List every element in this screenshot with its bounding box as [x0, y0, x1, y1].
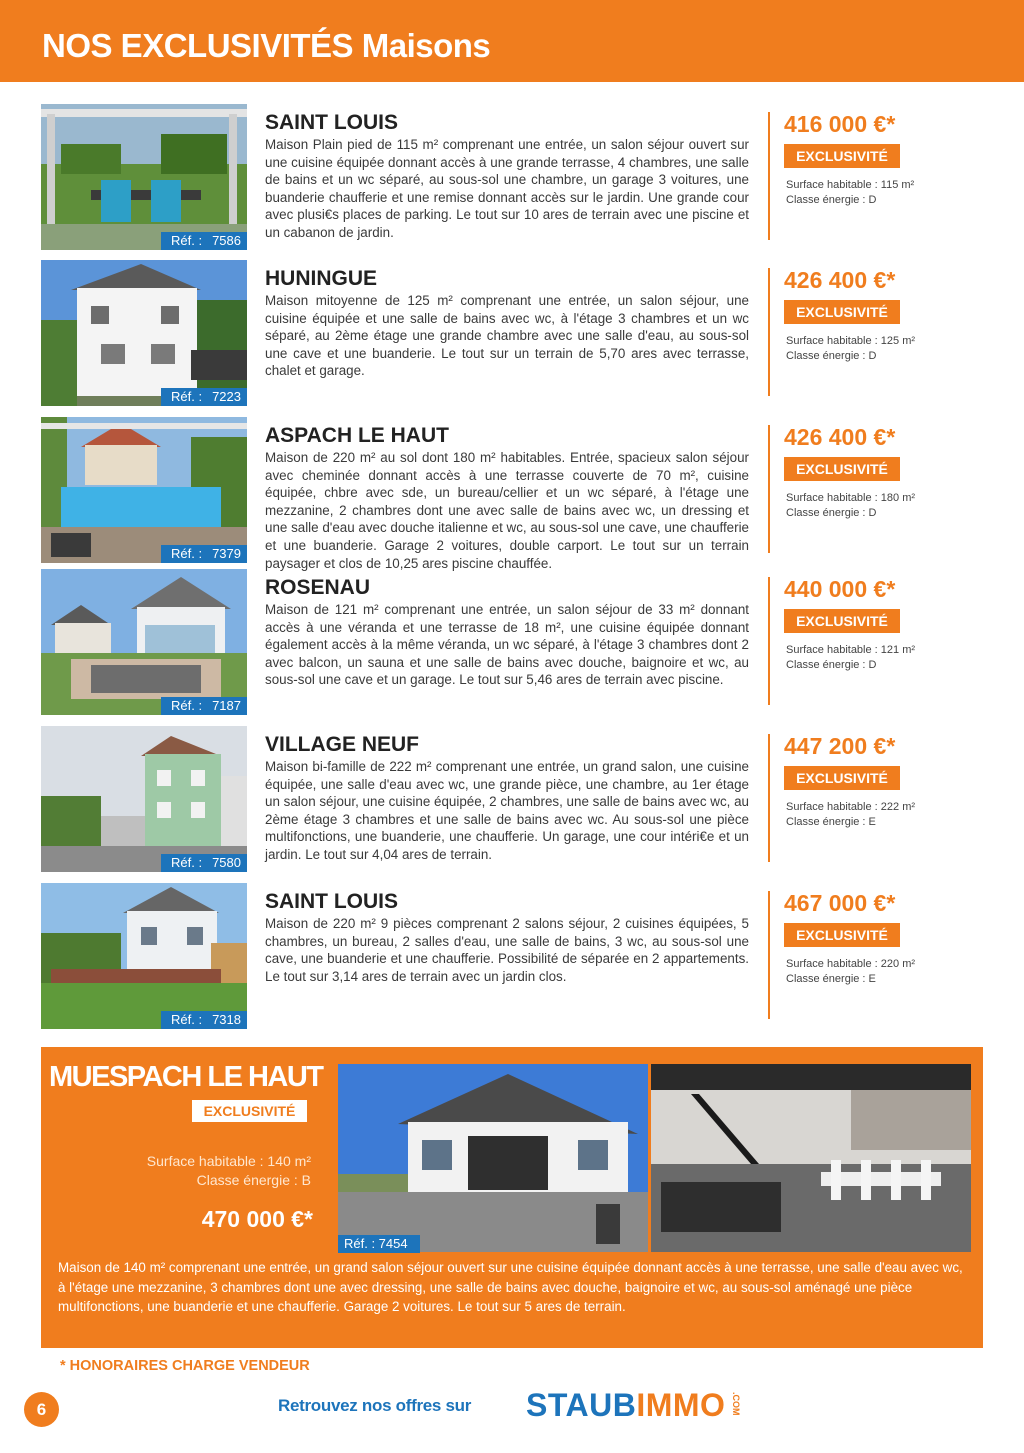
featured-listing [41, 1047, 983, 1348]
listing-item [0, 260, 1024, 408]
reference-number: 7586 [212, 233, 241, 248]
exclusivity-badge: EXCLUSIVITÉ [784, 923, 900, 947]
listing-description: Maison Plain pied de 115 m² comprenant une entrée, un salon séjour ouvert sur une cuisine équipée donnant accès à une grande terrasse, 4 chambres, une salle de bains et un wc séparé, au sous-sol une chambre, un garage 3 voitures, une buanderie chaufferie et une remise donnant accès sur le jardin. Une grande cour avec plusi€s places de parking. Le tout sur 10 ares de terrain avec une piscine et un cabanon de jardin. [265, 137, 749, 240]
listing-price: 426 400 €* [784, 267, 896, 293]
listing-photo[interactable] [41, 417, 247, 563]
reference-number: 7580 [212, 855, 241, 870]
listing-price: 467 000 €* [784, 890, 896, 916]
listing-photo[interactable] [41, 104, 247, 250]
listing-description: Maison de 220 m² 9 pièces comprenant 2 salons séjour, 2 cuisines équipées, 5 chambres, un bureau, 2 salles d'eau, une salle de bains, 3 wc, au sous-sol une cave, une buanderie et une chaufferie. Possibilité de séparée en 2 appartements. Le tout sur 3,14 ares de terrain avec un jardin clos. [265, 916, 749, 984]
listing-specs [786, 491, 915, 521]
energy-class: Classe énergie : D [786, 659, 877, 671]
divider [768, 734, 770, 862]
reference-badge [161, 232, 247, 250]
reference-label: Réf. : [171, 233, 203, 248]
house-photo-icon [41, 569, 247, 715]
modern-house-photo-icon [338, 1064, 648, 1252]
listing-specs [786, 800, 915, 830]
featured-specs [147, 1152, 311, 1190]
reference-label: Réf. : [171, 1012, 203, 1027]
featured-photo-interior[interactable] [651, 1064, 971, 1252]
surface-area: Surface habitable : 115 m² [786, 179, 915, 191]
listing-specs [786, 178, 914, 208]
energy-class: Classe énergie : D [786, 507, 877, 519]
exclusivity-badge: EXCLUSIVITÉ [784, 609, 900, 633]
page-header [0, 0, 1024, 82]
energy-class: Classe énergie : E [786, 973, 876, 985]
listing-title: SAINT LOUIS [265, 890, 399, 913]
logo-part-immo: IMMO [636, 1387, 726, 1423]
exclusivity-badge: EXCLUSIVITÉ [784, 144, 900, 168]
listing-price: 426 400 €* [784, 424, 896, 450]
listing-item [0, 417, 1024, 571]
featured-energy-class: Classe énergie : B [196, 1172, 311, 1188]
reference-badge [161, 697, 247, 715]
logo-part-staub: STAUB [526, 1387, 637, 1423]
listing-item [0, 726, 1024, 874]
energy-class: Classe énergie : D [786, 194, 877, 206]
energy-class: Classe énergie : E [786, 816, 876, 828]
staubimmo-logo[interactable] [526, 1386, 725, 1424]
energy-class: Classe énergie : D [786, 350, 877, 362]
reference-label: Réf. : [171, 855, 203, 870]
house-photo-icon [41, 883, 247, 1029]
listing-description: Maison de 121 m² comprenant une entrée, un salon séjour de 33 m² donnant accès à une véranda et une terrasse de 18 m², une cuisine équipée donnant également accès à la même véranda, un wc séparé, à l'étage 3 chambres dont 2 avec balcon, un sauna et une salle de bains avec douche, baignoire et wc, au sous-sol une cave et un garage. Le tout sur 5,46 ares de terrain avec piscine. [265, 602, 749, 688]
reference-number: 7187 [212, 698, 241, 713]
listing-title: HUNINGUE [265, 267, 378, 290]
offers-text: Retrouvez nos offres sur [278, 1396, 472, 1415]
listing-specs [786, 334, 915, 364]
surface-area: Surface habitable : 121 m² [786, 644, 916, 656]
listing-photo[interactable] [41, 260, 247, 406]
reference-label: Réf. : [171, 389, 203, 404]
listing-photo[interactable] [41, 726, 247, 872]
page-title: NOS EXCLUSIVITÉS Maisons [42, 27, 491, 64]
listing-price: 447 200 €* [784, 733, 896, 759]
divider [768, 112, 770, 240]
exclusivity-badge: EXCLUSIVITÉ [784, 766, 900, 790]
surface-area: Surface habitable : 220 m² [786, 958, 916, 970]
living-room-photo-icon [651, 1064, 971, 1252]
reference-label: Réf. : [171, 698, 203, 713]
featured-title: MUESPACH LE HAUT [49, 1061, 323, 1093]
featured-exclusivity-badge: EXCLUSIVITÉ [192, 1100, 307, 1122]
divider [768, 577, 770, 705]
pool-photo-icon [41, 417, 247, 563]
exclusivity-badge: EXCLUSIVITÉ [784, 300, 900, 324]
listing-title: ASPACH LE HAUT [265, 424, 449, 447]
listing-photo[interactable] [41, 883, 247, 1029]
listing-description: Maison bi-famille de 222 m² comprenant une entrée, un grand salon, une cuisine équipée, une salle d'eau avec wc, une grande pièce, une chambre, au 1er étage un salon séjour, une cuisine équipée, 2 chambres, une salle de bains avec wc, au 2ème étage 3 chambres et une salle de bains avec wc. Au sous-sol une pièce multifonctions, une buanderie, une chaufferie. Un garage, une cour intéri€e et un jardin. Le tout sur 4,04 ares de terrain. [265, 759, 749, 862]
featured-description: Maison de 140 m² comprenant une entrée, un grand salon séjour ouvert sur une cuisine équipée donnant accès à une terrasse, une salle d'eau avec wc, à l'étage une mezzanine, 3 chambres dont une avec dressing, une salle de bains avec douche, baignoire et wc, au sous-sol aménagé une pièce multifonctions, une buanderie et une chaufferie. Garage 2 voitures. Le tout sur 5 ares de terrain. [58, 1260, 963, 1314]
surface-area: Surface habitable : 222 m² [786, 801, 916, 813]
surface-area: Surface habitable : 125 m² [786, 335, 916, 347]
listing-item [0, 104, 1024, 252]
featured-surface-area: Surface habitable : 140 m² [146, 1153, 311, 1169]
divider [768, 425, 770, 553]
listing-price: 416 000 €* [784, 111, 896, 137]
reference-badge [161, 854, 247, 872]
listing-title: SAINT LOUIS [265, 111, 399, 134]
exclusivity-badge: EXCLUSIVITÉ [784, 457, 900, 481]
listing-description: Maison mitoyenne de 125 m² comprenant une entrée, un salon séjour, une cuisine équipée et une salle de bains avec wc, à l'étage 3 chambres et un wc séparé, au 2ème étage une grande chambre avec une salle d'eau, au sous-sol une cave et une buanderie. Le tout sur un terrain de 5,70 ares avec terrasse, chalet et garage. [265, 293, 749, 379]
house-photo-icon [41, 726, 247, 872]
reference-label: Réf. : [171, 546, 203, 561]
listing-price: 440 000 €* [784, 576, 896, 602]
reference-badge [161, 388, 247, 406]
listing-specs [786, 957, 915, 987]
featured-photo-exterior[interactable] [338, 1064, 648, 1252]
page-number: 6 [24, 1392, 59, 1427]
fees-note: * HONORAIRES CHARGE VENDEUR [60, 1358, 310, 1374]
listing-title: ROSENAU [265, 576, 371, 599]
reference-badge [161, 1011, 247, 1029]
divider [768, 268, 770, 396]
reference-number: 7223 [212, 389, 241, 404]
logo-suffix: .COM [731, 1392, 741, 1416]
listing-item [0, 883, 1024, 1031]
house-photo-icon [41, 260, 247, 406]
reference-number: 7379 [212, 546, 241, 561]
listing-item [0, 569, 1024, 717]
listing-specs [786, 643, 915, 673]
reference-badge [161, 545, 247, 563]
featured-price: 470 000 €* [201, 1206, 313, 1232]
listing-description: Maison de 220 m² au sol dont 180 m² habitables. Entrée, spacieux salon séjour avec cheminée donnant accès à une terrasse couverte de 70 m², cuisine équipée, chbre avec sde, un bureau/cellier et un wc séparé, à l'étage une mezzanine, 2 chambres dont une avec salle de bains avec wc, un dressing et une salle d'eau avec douche italienne et wc, au sous-sol une cave, une chaufferie et une buanderie. Garage 2 voitures, double carport. Le tout sur un terrain paysager et clos de 10,25 ares piscine chauffée. [265, 450, 749, 571]
divider [768, 891, 770, 1019]
listing-photo[interactable] [41, 569, 247, 715]
featured-reference-badge: Réf. : 7454 [338, 1235, 420, 1253]
surface-area: Surface habitable : 180 m² [786, 492, 916, 504]
listing-title: VILLAGE NEUF [265, 733, 420, 756]
patio-photo-icon [41, 104, 247, 250]
reference-number: 7318 [212, 1012, 241, 1027]
